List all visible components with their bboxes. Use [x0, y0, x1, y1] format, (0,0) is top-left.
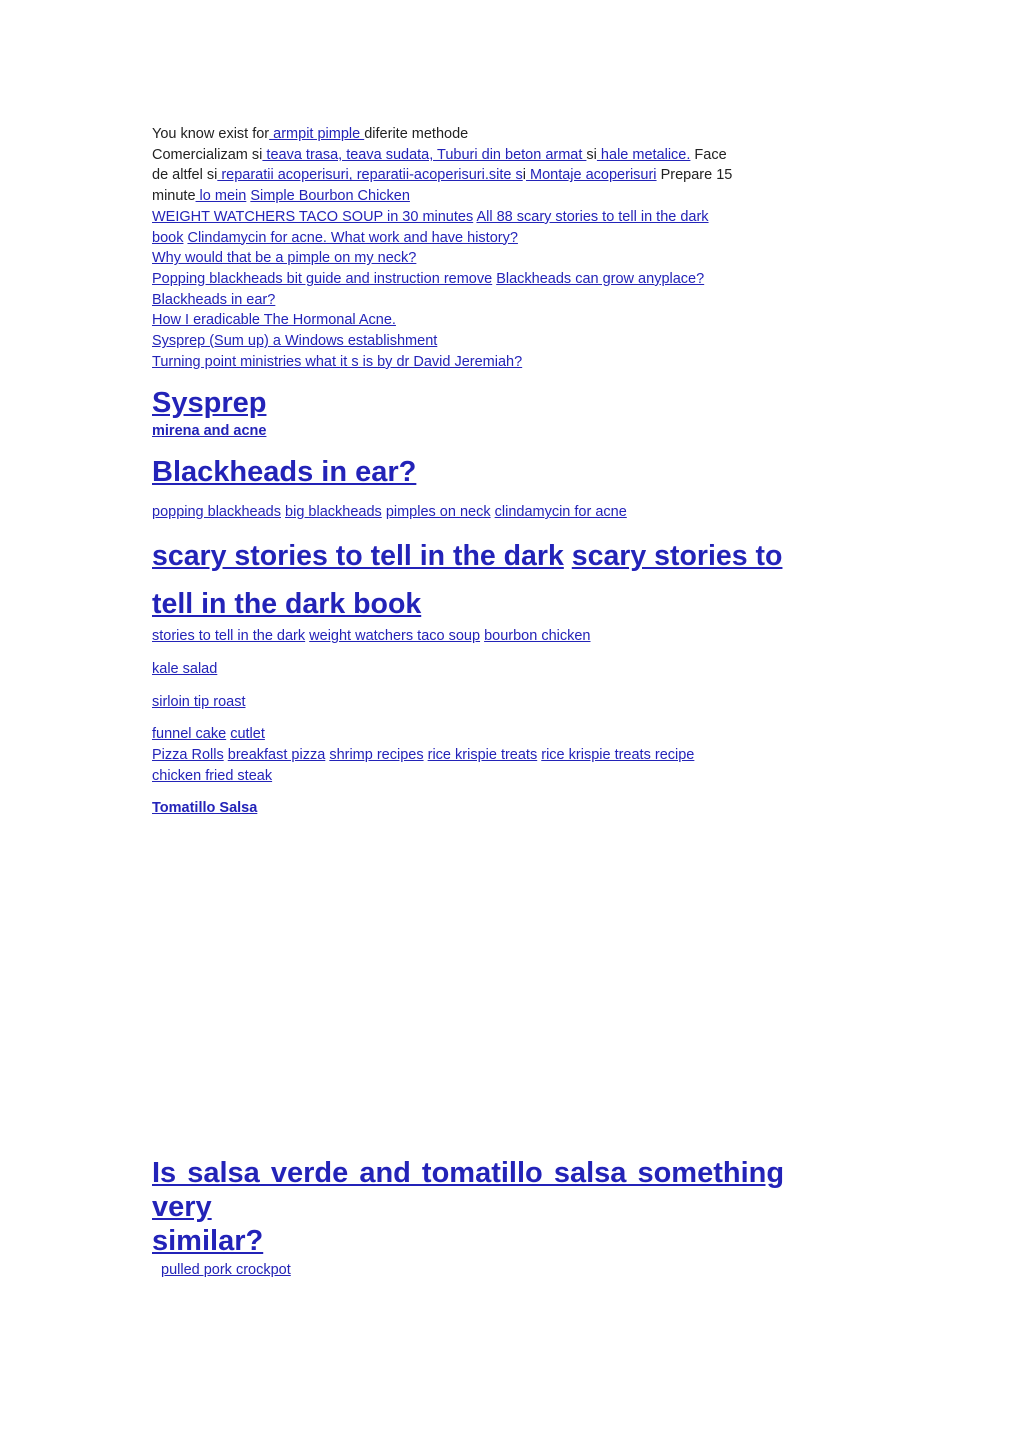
- intro-paragraph: [152, 124, 782, 372]
- link-scary-stories-book[interactable]: book: [152, 229, 184, 246]
- blackheads-links-row: [152, 502, 627, 523]
- link-bourbon-chicken[interactable]: bourbon chicken: [484, 628, 591, 644]
- heading-blackheads-in-ear: [152, 455, 416, 489]
- link-kale-salad[interactable]: kale salad: [152, 661, 218, 677]
- link-tomatillo-salsa[interactable]: Tomatillo Salsa: [152, 800, 258, 816]
- intro-line-8: [152, 269, 782, 290]
- intro-line-3: de altfel si reparatii acoperisuri, reparatii-acoperisuri.site si Montaje acoperisuri Prepare 15: [152, 167, 733, 184]
- link-blackheads-in-ear[interactable]: Blackheads in ear?: [152, 291, 276, 308]
- link-pulled-pork-crockpot[interactable]: pulled pork crockpot: [161, 1262, 291, 1278]
- intro-line-1: You know exist for armpit pimple diferite methode: [152, 126, 469, 142]
- intro-line-11: [152, 331, 782, 352]
- intro-line-2: Comercializam si teava trasa, teava sudata, Tuburi din beton armat si hale metalice. Face: [152, 146, 727, 163]
- link-hale-metalice[interactable]: hale metalice.: [596, 146, 691, 163]
- link-breakfast-pizza[interactable]: breakfast pizza: [227, 747, 326, 763]
- pulled-pork-row: [161, 1260, 291, 1281]
- recipes-row: [152, 745, 694, 766]
- scary-heading-link-1[interactable]: scary stories to tell in the dark: [152, 540, 564, 572]
- intro-line-12: [152, 352, 782, 373]
- link-sirloin-tip-roast[interactable]: sirloin tip roast: [152, 694, 246, 710]
- tomatillo-salsa-row: [152, 800, 257, 816]
- link-weight-watchers-taco-soup[interactable]: WEIGHT WATCHERS TACO SOUP in 30 minutes: [152, 208, 474, 225]
- link-pimple-on-neck[interactable]: Why would that be a pimple on my neck?: [152, 250, 417, 267]
- link-teava[interactable]: teava trasa, teava sudata, Tuburi din beton armat: [262, 146, 587, 163]
- link-chicken-fried-steak[interactable]: chicken fried steak: [152, 768, 273, 784]
- funnel-cake-row: [152, 724, 265, 745]
- link-sysprep-windows[interactable]: Sysprep (Sum up) a Windows establishment: [152, 333, 438, 350]
- link-simple-bourbon-chicken[interactable]: Simple Bourbon Chicken: [250, 188, 410, 205]
- link-pimples-on-neck[interactable]: pimples on neck: [385, 504, 491, 520]
- chicken-fried-steak-row: [152, 766, 272, 787]
- intro-line-4: minute lo mein Simple Bourbon Chicken: [152, 188, 410, 205]
- link-popping-blackheads-guide[interactable]: Popping blackheads bit guide and instruction remove: [152, 270, 493, 287]
- link-clindamycin-for-acne[interactable]: clindamycin for acne: [494, 504, 627, 520]
- link-turning-point[interactable]: Turning point ministries what it s is by dr David Jeremiah?: [152, 353, 523, 370]
- sysprep-heading-link[interactable]: Sysprep: [152, 387, 267, 419]
- link-scary-stories[interactable]: All 88 scary stories to tell in the dark: [476, 208, 709, 225]
- scary-links-row: [152, 626, 591, 647]
- link-stories-to-tell[interactable]: stories to tell in the dark: [152, 628, 306, 644]
- link-pizza-rolls[interactable]: Pizza Rolls: [152, 747, 224, 763]
- salsa-heading-link[interactable]: Is salsa verde and tomatillo salsa something very similar?: [152, 1157, 785, 1257]
- link-weight-watchers[interactable]: weight watchers taco soup: [309, 628, 481, 644]
- link-lo-mein[interactable]: lo mein: [195, 188, 247, 205]
- scary-heading-link-2[interactable]: scary stories to tell in the dark book: [152, 540, 783, 620]
- sirloin-row: [152, 692, 245, 713]
- link-popping-blackheads[interactable]: popping blackheads: [152, 504, 281, 520]
- link-rice-krispie-treats[interactable]: rice krispie treats: [427, 747, 538, 763]
- heading-sysprep: [152, 386, 266, 420]
- link-armpit-pimple[interactable]: armpit pimple: [269, 126, 365, 142]
- link-hormonal-acne[interactable]: How I eradicable The Hormonal Acne.: [152, 312, 396, 329]
- sysprep-subheading: [152, 423, 266, 439]
- link-reparatii-acoperisuri[interactable]: reparatii acoperisuri, reparatii-acoperisuri.site s: [217, 167, 523, 184]
- link-funnel-cake[interactable]: funnel cake: [152, 726, 227, 742]
- intro-line-10: [152, 310, 782, 331]
- link-blackheads-anyplace[interactable]: Blackheads can grow anyplace?: [496, 270, 705, 287]
- intro-line-5: [152, 207, 782, 228]
- kale-salad-row: [152, 659, 217, 680]
- heading-scary-stories: [152, 532, 832, 628]
- link-rice-krispie-treats-recipe[interactable]: rice krispie treats recipe: [541, 747, 695, 763]
- link-clindamycin[interactable]: Clindamycin for acne. What work and have history?: [187, 229, 518, 246]
- intro-line-7: [152, 248, 782, 269]
- blackheads-heading-link[interactable]: Blackheads in ear?: [152, 456, 417, 488]
- intro-line-9: [152, 290, 782, 311]
- link-shrimp-recipes[interactable]: shrimp recipes: [329, 747, 424, 763]
- heading-salsa-verde: [152, 1156, 832, 1258]
- link-cutlet[interactable]: cutlet: [230, 726, 265, 742]
- link-big-blackheads[interactable]: big blackheads: [285, 504, 382, 520]
- link-montaje-acoperisuri[interactable]: Montaje acoperisuri: [525, 167, 657, 184]
- link-mirena-and-acne[interactable]: mirena and acne: [152, 423, 267, 439]
- intro-line-6: [152, 228, 782, 249]
